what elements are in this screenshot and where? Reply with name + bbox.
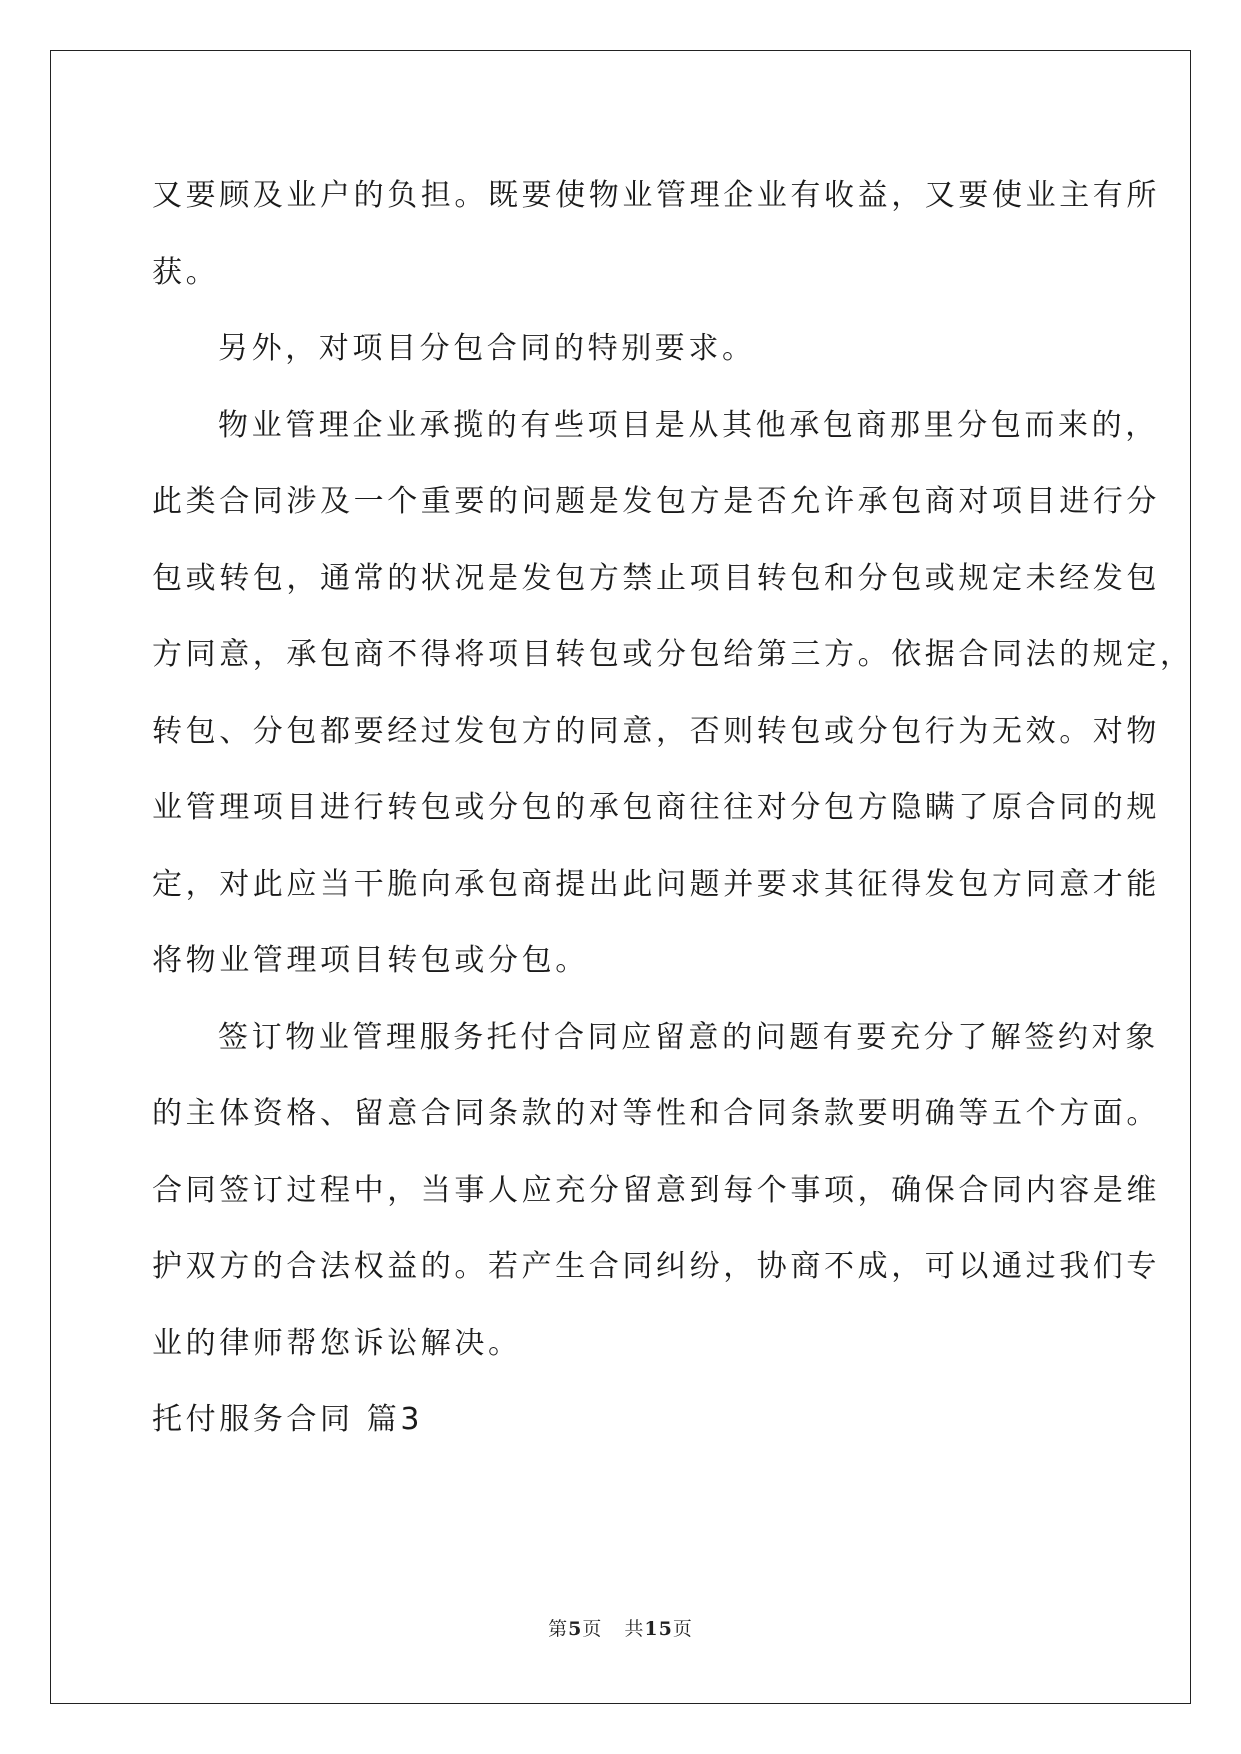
body-line: 此类合同涉及一个重要的问题是发包方是否允许承包商对项目进行分 bbox=[152, 484, 1160, 519]
total-prefix: 共 bbox=[624, 1618, 645, 1640]
total-pages: 15 bbox=[644, 1618, 673, 1640]
paragraph-line: 另外，对项目分包合同的特别要求。 bbox=[218, 331, 756, 366]
page-number: 5 bbox=[568, 1618, 583, 1640]
body-line: 业管理项目进行转包或分包的承包商往往对分包方隐瞒了原合同的规 bbox=[152, 790, 1160, 825]
body-line: 将物业管理项目转包或分包。 bbox=[152, 943, 589, 978]
body-line: 定，对此应当干脆向承包商提出此问题并要求其征得发包方同意才能 bbox=[152, 866, 1160, 902]
page-footer bbox=[0, 1614, 1241, 1641]
paragraph-line: 物业管理企业承揽的有些项目是从其他承包商那里分包而来的， bbox=[218, 407, 1159, 443]
page-suffix: 页 bbox=[582, 1618, 603, 1640]
document-body bbox=[152, 158, 1194, 1459]
body-line: 转包、分包都要经过发包方的同意，否则转包或分包行为无效。对物 bbox=[152, 713, 1160, 749]
paragraph-line: 签订物业管理服务托付合同应留意的问题有要充分了解签约对象 bbox=[218, 1019, 1159, 1055]
page-prefix: 第 bbox=[548, 1618, 569, 1640]
section-heading: 托付服务合同 篇3 bbox=[152, 1402, 424, 1437]
body-line: 的主体资格、留意合同条款的对等性和合同条款要明确等五个方面。 bbox=[152, 1096, 1160, 1131]
body-line: 业的律师帮您诉讼解决。 bbox=[152, 1325, 522, 1361]
body-line: 又要顾及业户的负担。既要使物业管理企业有收益，又要使业主有所 bbox=[152, 178, 1160, 213]
body-line: 护双方的合法权益的。若产生合同纠纷，协商不成，可以通过我们专 bbox=[152, 1249, 1160, 1284]
body-line: 方同意，承包商不得将项目转包或分包给第三方。依据合同法的规定， bbox=[152, 637, 1194, 672]
total-suffix: 页 bbox=[672, 1618, 693, 1640]
body-line: 合同签订过程中，当事人应充分留意到每个事项，确保合同内容是维 bbox=[152, 1172, 1160, 1208]
body-line: 包或转包，通常的状况是发包方禁止项目转包和分包或规定未经发包 bbox=[152, 560, 1160, 596]
body-line: 获。 bbox=[152, 254, 220, 290]
